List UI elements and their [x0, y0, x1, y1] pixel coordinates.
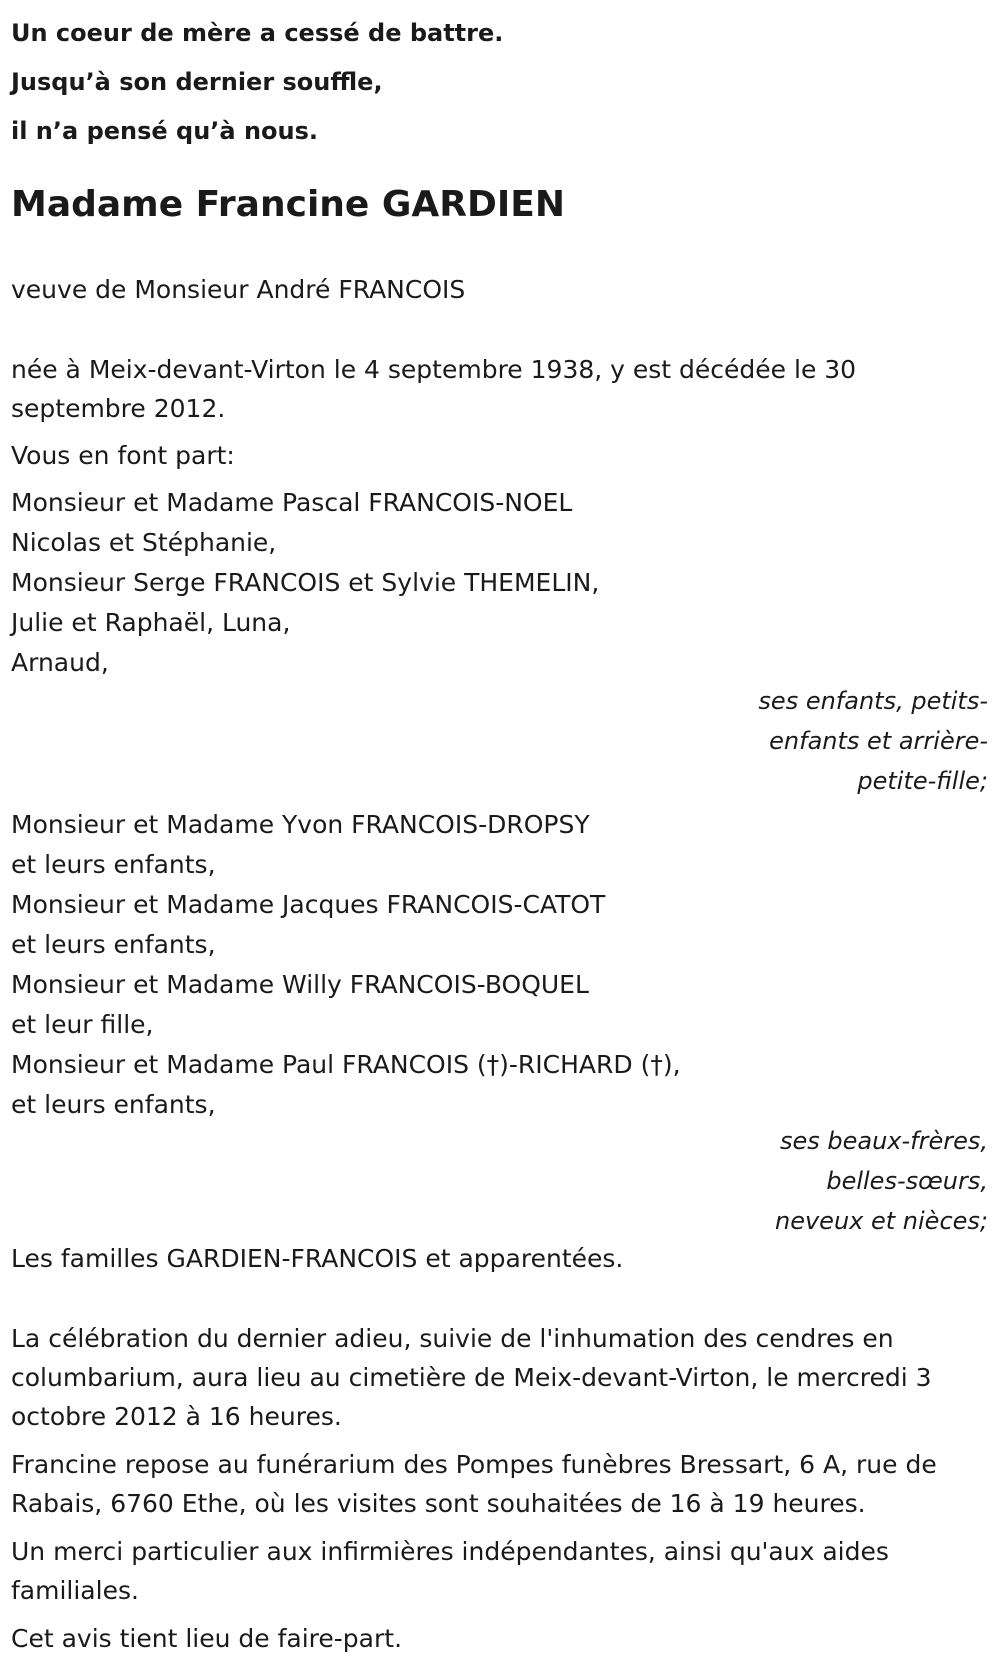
ceremony-text: La célébration du dernier adieu, suivie de l'inhumation des cendres en columbarium, aura lieu au cimetière de Meix-devant-Virton, le mercredi 3 octobre 2012 à 16 heures. [11, 1324, 932, 1431]
family-member-line: Monsieur et Madame Pascal FRANCOIS-NOEL [11, 488, 573, 517]
announcement-intro: Vous en font part: [11, 441, 235, 470]
birth-death-text: née à Meix-devant-Virton le 4 septembre 1938, y est décédée le 30 septembre 2012. [11, 355, 857, 423]
relation-line: ses enfants, petits- [758, 687, 988, 715]
family-member-line: Monsieur et Madame Willy FRANCOIS-BOQUEL [11, 970, 589, 999]
family-member-line: Arnaud, [11, 648, 109, 677]
family-group-in-laws [11, 805, 988, 1125]
families-line: Les familles GARDIEN-FRANCOIS et apparentées. [11, 1244, 624, 1273]
closing-text: Cet avis tient lieu de faire-part. [11, 1624, 403, 1653]
epigraph [11, 0, 988, 156]
family-member-line: Monsieur Serge FRANCOIS et Sylvie THEMELIN, [11, 568, 600, 597]
relation-label-in-laws [728, 1121, 988, 1241]
relation-line: ses beaux-frères, [779, 1127, 988, 1155]
family-member-line: Monsieur et Madame Yvon FRANCOIS-DROPSY [11, 810, 590, 839]
relation-line: petite-fille; [857, 767, 988, 795]
family-group-children [11, 483, 988, 683]
family-member-line: Nicolas et Stéphanie, [11, 528, 277, 557]
family-member-line: Monsieur et Madame Jacques FRANCOIS-CATOT [11, 890, 606, 919]
family-member-line: et leurs enfants, [11, 850, 216, 879]
widow-of-text: veuve de Monsieur André FRANCOIS [11, 275, 466, 304]
visitation-text: Francine repose au funérarium des Pompes funèbres Bressart, 6 A, rue de Rabais, 6760 Ethe, où les visites sont souhaitées de 16 à 19 heures. [11, 1450, 937, 1518]
epigraph-line: Un coeur de mère a cessé de battre. [11, 19, 504, 47]
family-member-line: Julie et Raphaël, Luna, [11, 608, 291, 637]
thanks-text: Un merci particulier aux infirmières indépendantes, ainsi qu'aux aides familiales. [11, 1537, 889, 1605]
family-member-line: et leurs enfants, [11, 930, 216, 959]
family-member-line: et leur fille, [11, 1010, 154, 1039]
relation-line: belles-sœurs, [826, 1167, 988, 1195]
epigraph-line: Jusqu’à son dernier souffle, [11, 68, 383, 96]
relation-line: neveux et nièces; [775, 1207, 988, 1235]
family-member-line: et leurs enfants, [11, 1090, 216, 1119]
relation-label-children [728, 681, 988, 801]
epigraph-line: il n’a pensé qu’à nous. [11, 117, 319, 145]
family-member-line: Monsieur et Madame Paul FRANCOIS (†)-RICHARD (†), [11, 1050, 681, 1079]
deceased-name: Madame Francine GARDIEN [11, 184, 565, 225]
relation-line: enfants et arrière- [769, 727, 988, 755]
